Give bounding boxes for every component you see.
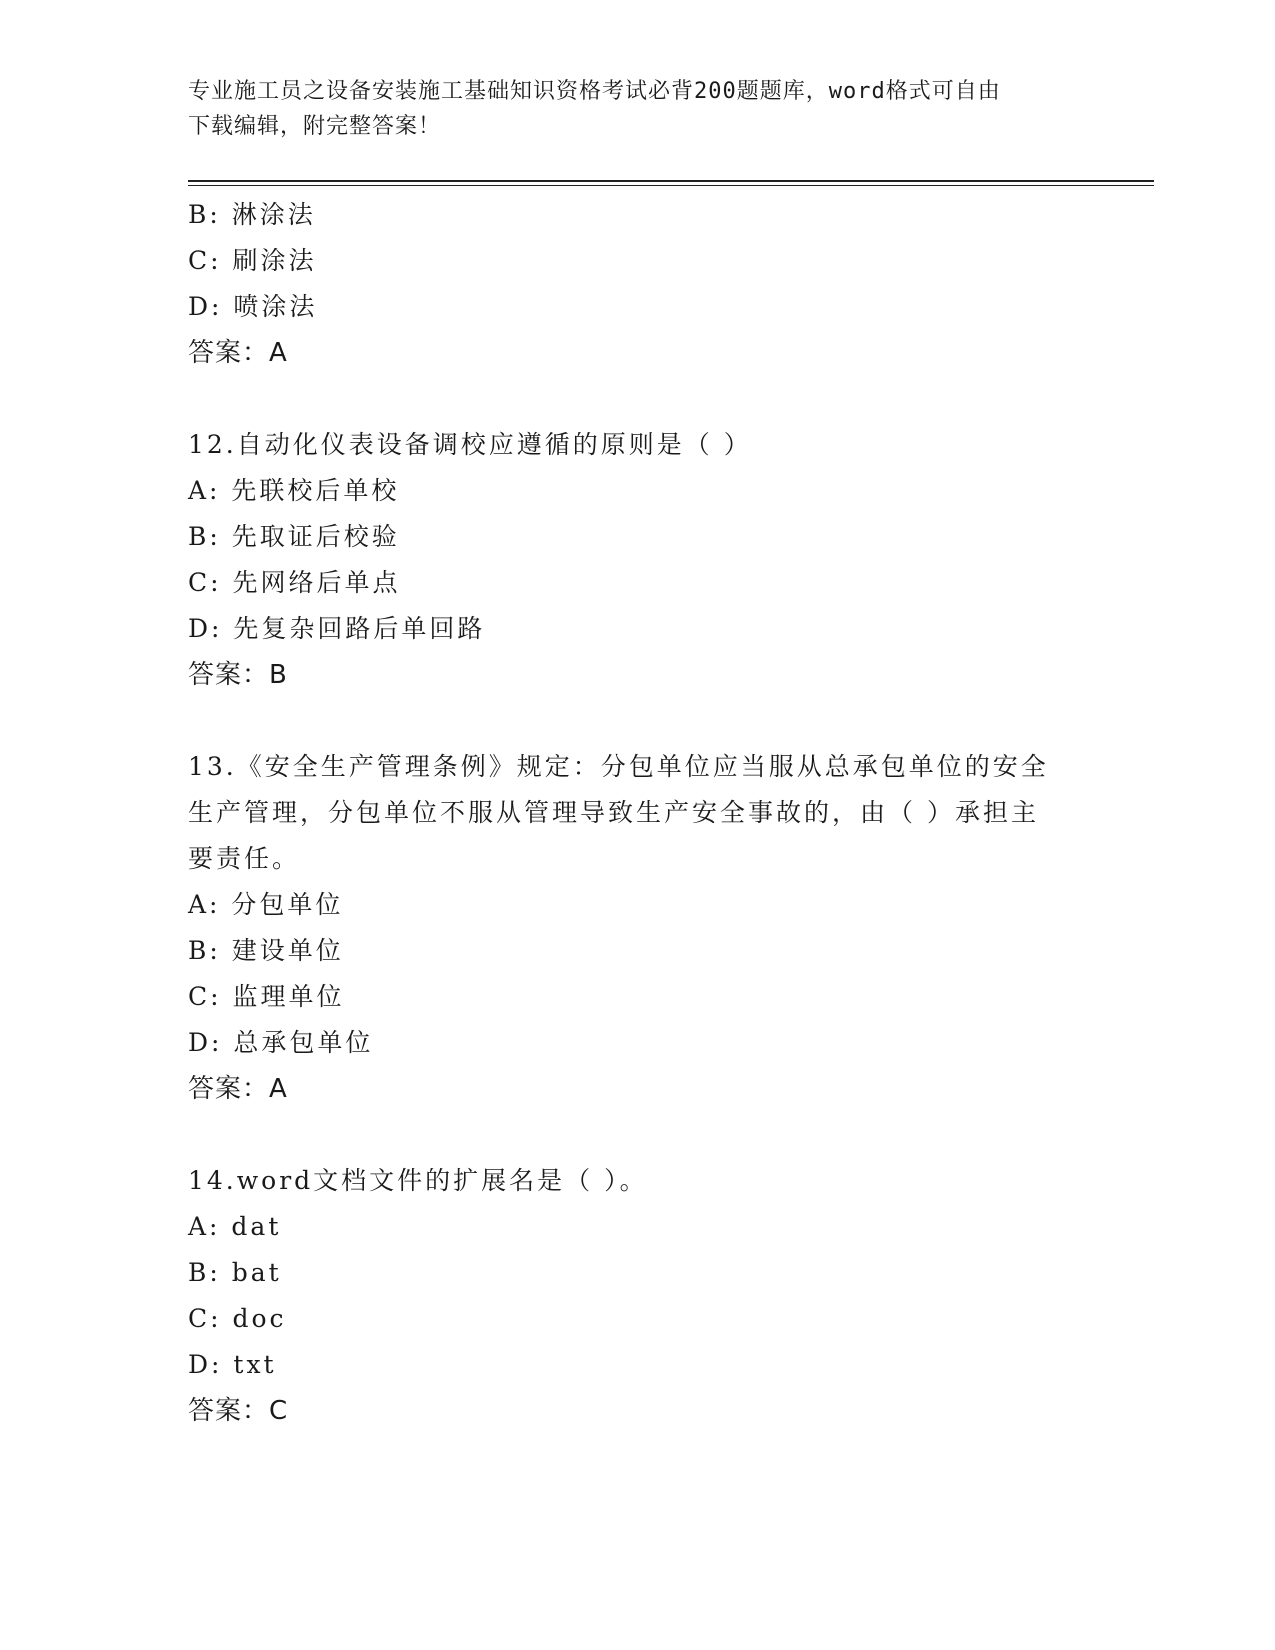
option-b: B: bat: [188, 1258, 282, 1287]
question-stem: 12.自动化仪表设备调校应遵循的原则是（ ）: [188, 430, 752, 459]
question-stem: 14.word文档文件的扩展名是（ ）。: [188, 1166, 648, 1195]
header-divider-thin: [188, 185, 1154, 186]
answer-line: 答案：C: [188, 1396, 289, 1426]
option-c: C: 先网络后单点: [188, 568, 401, 597]
option-b: B: 淋涂法: [188, 200, 316, 229]
header-line-2: 下载编辑，附完整答案！: [188, 114, 442, 139]
question-13: [188, 744, 1088, 1112]
header-line-1: 专业施工员之设备安装施工基础知识资格考试必背200题题库，word格式可自由: [188, 79, 1001, 104]
option-c: C: 刷涂法: [188, 246, 317, 275]
option-a: A: 先联校后单校: [188, 476, 400, 505]
option-d: D: 喷涂法: [188, 292, 318, 321]
option-c: C: 监理单位: [188, 982, 345, 1011]
question-list: [188, 192, 1088, 1434]
option-b: B: 建设单位: [188, 936, 344, 965]
question-stem-line-2: 生产管理，分包单位不服从管理导致生产安全事故的，由（ ）承担主: [188, 798, 1039, 827]
question-12: [188, 422, 1088, 698]
option-a: A: dat: [188, 1212, 282, 1241]
question-14: [188, 1158, 1088, 1434]
option-d: D: txt: [188, 1350, 277, 1379]
option-d: D: 先复杂回路后单回路: [188, 614, 486, 643]
answer-line: 答案：A: [188, 338, 288, 368]
option-a: A: 分包单位: [188, 890, 344, 919]
spacer: [188, 376, 1088, 422]
answer-line: 答案：B: [188, 660, 288, 690]
question-11: [188, 192, 1088, 376]
option-b: B: 先取证后校验: [188, 522, 400, 551]
header-divider-thick: [188, 180, 1154, 182]
spacer: [188, 1112, 1088, 1158]
question-stem-line-1: 13.《安全生产管理条例》规定：分包单位应当服从总承包单位的安全: [188, 752, 1049, 781]
option-c: C: doc: [188, 1304, 287, 1333]
option-d: D: 总承包单位: [188, 1028, 374, 1057]
question-stem-line-3: 要责任。: [188, 844, 301, 873]
document-header: [188, 74, 1088, 144]
spacer: [188, 698, 1088, 744]
answer-line: 答案：A: [188, 1074, 288, 1104]
